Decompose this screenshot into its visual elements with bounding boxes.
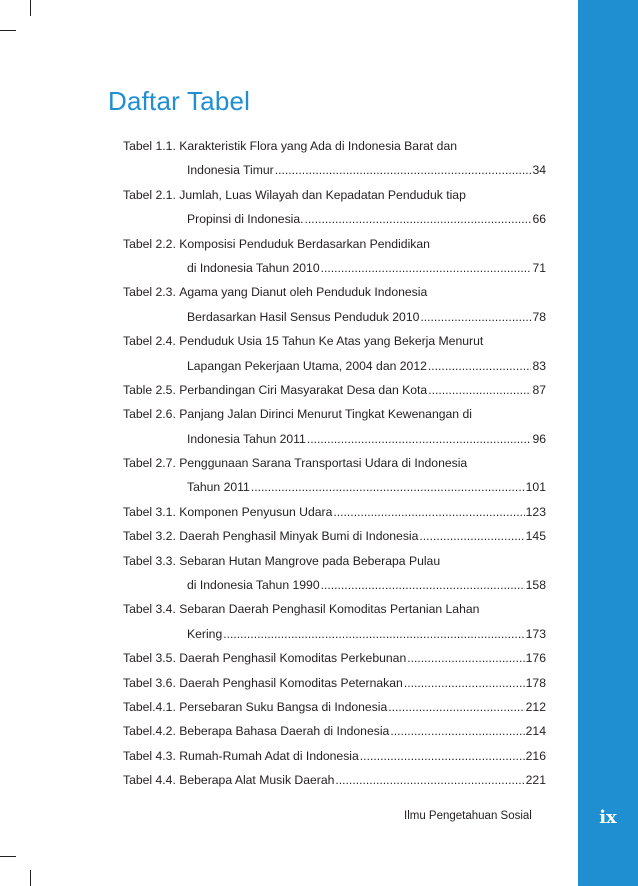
footer-book-title: Ilmu Pengetahuan Sosial xyxy=(404,810,532,822)
toc-line xyxy=(123,207,546,231)
toc-label: Tabel 3.2. xyxy=(123,529,176,544)
toc-title: Daerah Penghasil Komoditas Peternakan xyxy=(179,675,403,690)
toc-leader-dots xyxy=(333,500,524,524)
toc-label: Tabel 3.5. xyxy=(123,651,176,666)
toc-line xyxy=(123,524,546,548)
toc-label: Tabel 3.1. xyxy=(123,504,176,519)
toc-label: Tabel 2.1. xyxy=(123,187,176,202)
toc-page-number: 173 xyxy=(525,626,546,641)
toc-title: Sebaran Daerah Penghasil Komoditas Pertanian Lahan xyxy=(179,602,480,617)
toc-line xyxy=(123,671,546,695)
toc-label: Tabel.4.2. xyxy=(123,724,176,739)
toc-title: Perbandingan Ciri Masyarakat Desa dan Kota xyxy=(179,382,428,397)
toc-line xyxy=(123,329,546,353)
toc-line xyxy=(123,158,546,182)
toc-page-number: 145 xyxy=(525,529,546,544)
toc-line xyxy=(123,500,546,524)
toc-page-number: 176 xyxy=(525,651,546,666)
toc-page-number: 178 xyxy=(525,675,546,690)
toc-page-number: 83 xyxy=(532,358,546,373)
toc-entry[interactable] xyxy=(123,232,546,281)
toc-leader-dots xyxy=(420,305,531,329)
toc-line xyxy=(123,597,546,621)
toc-label: Tabel 2.3. xyxy=(123,285,176,300)
toc-page-number: 34 xyxy=(532,163,546,178)
toc-line xyxy=(123,768,546,792)
toc-line xyxy=(123,378,546,402)
toc-line xyxy=(123,744,546,768)
page-number: ix xyxy=(599,806,617,828)
toc-title: Daerah Penghasil Minyak Bumi di Indonesia xyxy=(179,529,419,544)
toc-label: Tabel 3.3. xyxy=(123,553,176,568)
toc-title: Jumlah, Luas Wilayah dan Kepadatan Penduduk tiap xyxy=(179,187,466,202)
crop-mark xyxy=(30,0,31,16)
toc-page-number: 96 xyxy=(532,431,546,446)
table-of-contents xyxy=(123,134,546,793)
toc-title-continued: Kering xyxy=(187,626,223,641)
toc-entry[interactable] xyxy=(123,378,546,402)
toc-page-number: 101 xyxy=(525,480,546,495)
toc-line xyxy=(123,719,546,743)
toc-line xyxy=(123,646,546,670)
toc-line xyxy=(123,622,546,646)
toc-label: Tabel 2.6. xyxy=(123,407,176,422)
toc-label: Tabel 1.1. xyxy=(123,139,176,153)
toc-leader-dots xyxy=(305,207,532,231)
toc-title-continued: Indonesia Tahun 2011 xyxy=(187,431,306,446)
toc-line xyxy=(123,280,546,304)
toc-title: Agama yang Dianut oleh Penduduk Indonesia xyxy=(179,285,428,300)
toc-line xyxy=(123,183,546,207)
toc-entry[interactable] xyxy=(123,744,546,768)
toc-label: Tabel 4.3. xyxy=(123,748,176,763)
toc-line xyxy=(123,305,546,329)
toc-leader-dots xyxy=(407,646,524,670)
toc-leader-dots xyxy=(321,573,525,597)
toc-entry[interactable] xyxy=(123,524,546,548)
toc-line xyxy=(123,573,546,597)
toc-leader-dots xyxy=(428,378,531,402)
toc-leader-dots xyxy=(388,695,524,719)
toc-title-continued: di Indonesia Tahun 1990 xyxy=(187,578,320,593)
toc-leader-dots xyxy=(321,256,532,280)
toc-label: Tabel 4.4. xyxy=(123,773,176,788)
toc-leader-dots xyxy=(428,354,532,378)
toc-line xyxy=(123,427,546,451)
toc-title: Penduduk Usia 15 Tahun Ke Atas yang Bekerja Menurut xyxy=(179,334,484,349)
toc-label: Tabel 3.4. xyxy=(123,602,176,617)
toc-leader-dots xyxy=(223,622,524,646)
toc-title: Karakteristik Flora yang Ada di Indonesia Barat dan xyxy=(179,139,458,153)
toc-leader-dots xyxy=(404,671,525,695)
crop-mark xyxy=(30,870,31,886)
toc-title: Beberapa Alat Musik Daerah xyxy=(179,773,335,788)
toc-line xyxy=(123,549,546,573)
toc-title: Persebaran Suku Bangsa di Indonesia xyxy=(179,699,388,714)
toc-title: Daerah Penghasil Komoditas Perkebunan xyxy=(179,651,407,666)
toc-line xyxy=(123,232,546,256)
page-title: Daftar Tabel xyxy=(108,86,251,116)
toc-title: Komponen Penyusun Udara xyxy=(179,504,333,519)
toc-entry[interactable] xyxy=(123,402,546,451)
toc-page-number: 214 xyxy=(525,724,546,739)
toc-label: Tabel 3.6. xyxy=(123,675,176,690)
toc-entry[interactable] xyxy=(123,280,546,329)
toc-title-continued: Indonesia Timur xyxy=(187,163,274,178)
toc-line xyxy=(123,402,546,426)
toc-label: Tabel.4.1. xyxy=(123,699,176,714)
toc-leader-dots xyxy=(419,524,524,548)
toc-page-number: 78 xyxy=(532,309,546,324)
toc-page-number: 216 xyxy=(525,748,546,763)
toc-entry[interactable] xyxy=(123,549,546,598)
toc-entry[interactable] xyxy=(123,329,546,378)
toc-entry[interactable] xyxy=(123,671,546,695)
toc-title-continued: Tahun 2011 xyxy=(187,480,250,495)
toc-leader-dots xyxy=(335,768,524,792)
toc-line xyxy=(123,134,546,158)
toc-label: Table 2.5. xyxy=(123,382,176,397)
toc-entry[interactable] xyxy=(123,719,546,743)
toc-line xyxy=(123,256,546,280)
toc-title: Panjang Jalan Dirinci Menurut Tingkat Kewenangan di xyxy=(179,407,472,422)
toc-page-number: 212 xyxy=(525,699,546,714)
toc-line xyxy=(123,451,546,475)
toc-entry[interactable] xyxy=(123,183,546,232)
toc-title: Sebaran Hutan Mangrove pada Beberapa Pulau xyxy=(179,553,441,568)
toc-leader-dots xyxy=(360,744,525,768)
toc-entry[interactable] xyxy=(123,597,546,646)
toc-leader-dots xyxy=(307,427,532,451)
toc-title-continued: di Indonesia Tahun 2010 xyxy=(187,260,320,275)
toc-entry[interactable] xyxy=(123,646,546,670)
toc-label: Tabel 2.2. xyxy=(123,236,176,251)
toc-title-continued: Lapangan Pekerjaan Utama, 2004 dan 2012 xyxy=(187,358,427,373)
toc-line xyxy=(123,354,546,378)
toc-entry[interactable] xyxy=(123,768,546,792)
crop-mark xyxy=(0,856,16,857)
toc-title: Penggunaan Sarana Transportasi Udara di Indonesia xyxy=(179,456,468,471)
toc-title-continued: Propinsi di Indonesia. xyxy=(187,212,304,227)
toc-page-number: 87 xyxy=(532,382,546,397)
toc-entry[interactable] xyxy=(123,695,546,719)
toc-page-number: 71 xyxy=(532,260,546,275)
accent-side-bar xyxy=(578,0,638,886)
toc-leader-dots xyxy=(251,475,525,499)
toc-entry[interactable] xyxy=(123,500,546,524)
toc-leader-dots xyxy=(275,158,532,182)
toc-label: Tabel 2.4. xyxy=(123,334,176,349)
toc-leader-dots xyxy=(390,719,524,743)
toc-page-number: 66 xyxy=(532,212,546,227)
toc-line xyxy=(123,695,546,719)
toc-title: Beberapa Bahasa Daerah di Indonesia xyxy=(179,724,390,739)
toc-entry[interactable] xyxy=(123,134,546,183)
crop-mark xyxy=(0,30,16,31)
toc-page-number: 123 xyxy=(525,504,546,519)
toc-label: Tabel 2.7. xyxy=(123,456,176,471)
toc-line xyxy=(123,475,546,499)
toc-title: Rumah-Rumah Adat di Indonesia xyxy=(179,748,359,763)
toc-entry[interactable] xyxy=(123,451,546,500)
toc-title: Komposisi Penduduk Berdasarkan Pendidikan xyxy=(179,236,430,251)
toc-page-number: 158 xyxy=(525,578,546,593)
toc-title-continued: Berdasarkan Hasil Sensus Penduduk 2010 xyxy=(187,309,420,324)
toc-page-number: 221 xyxy=(525,773,546,788)
